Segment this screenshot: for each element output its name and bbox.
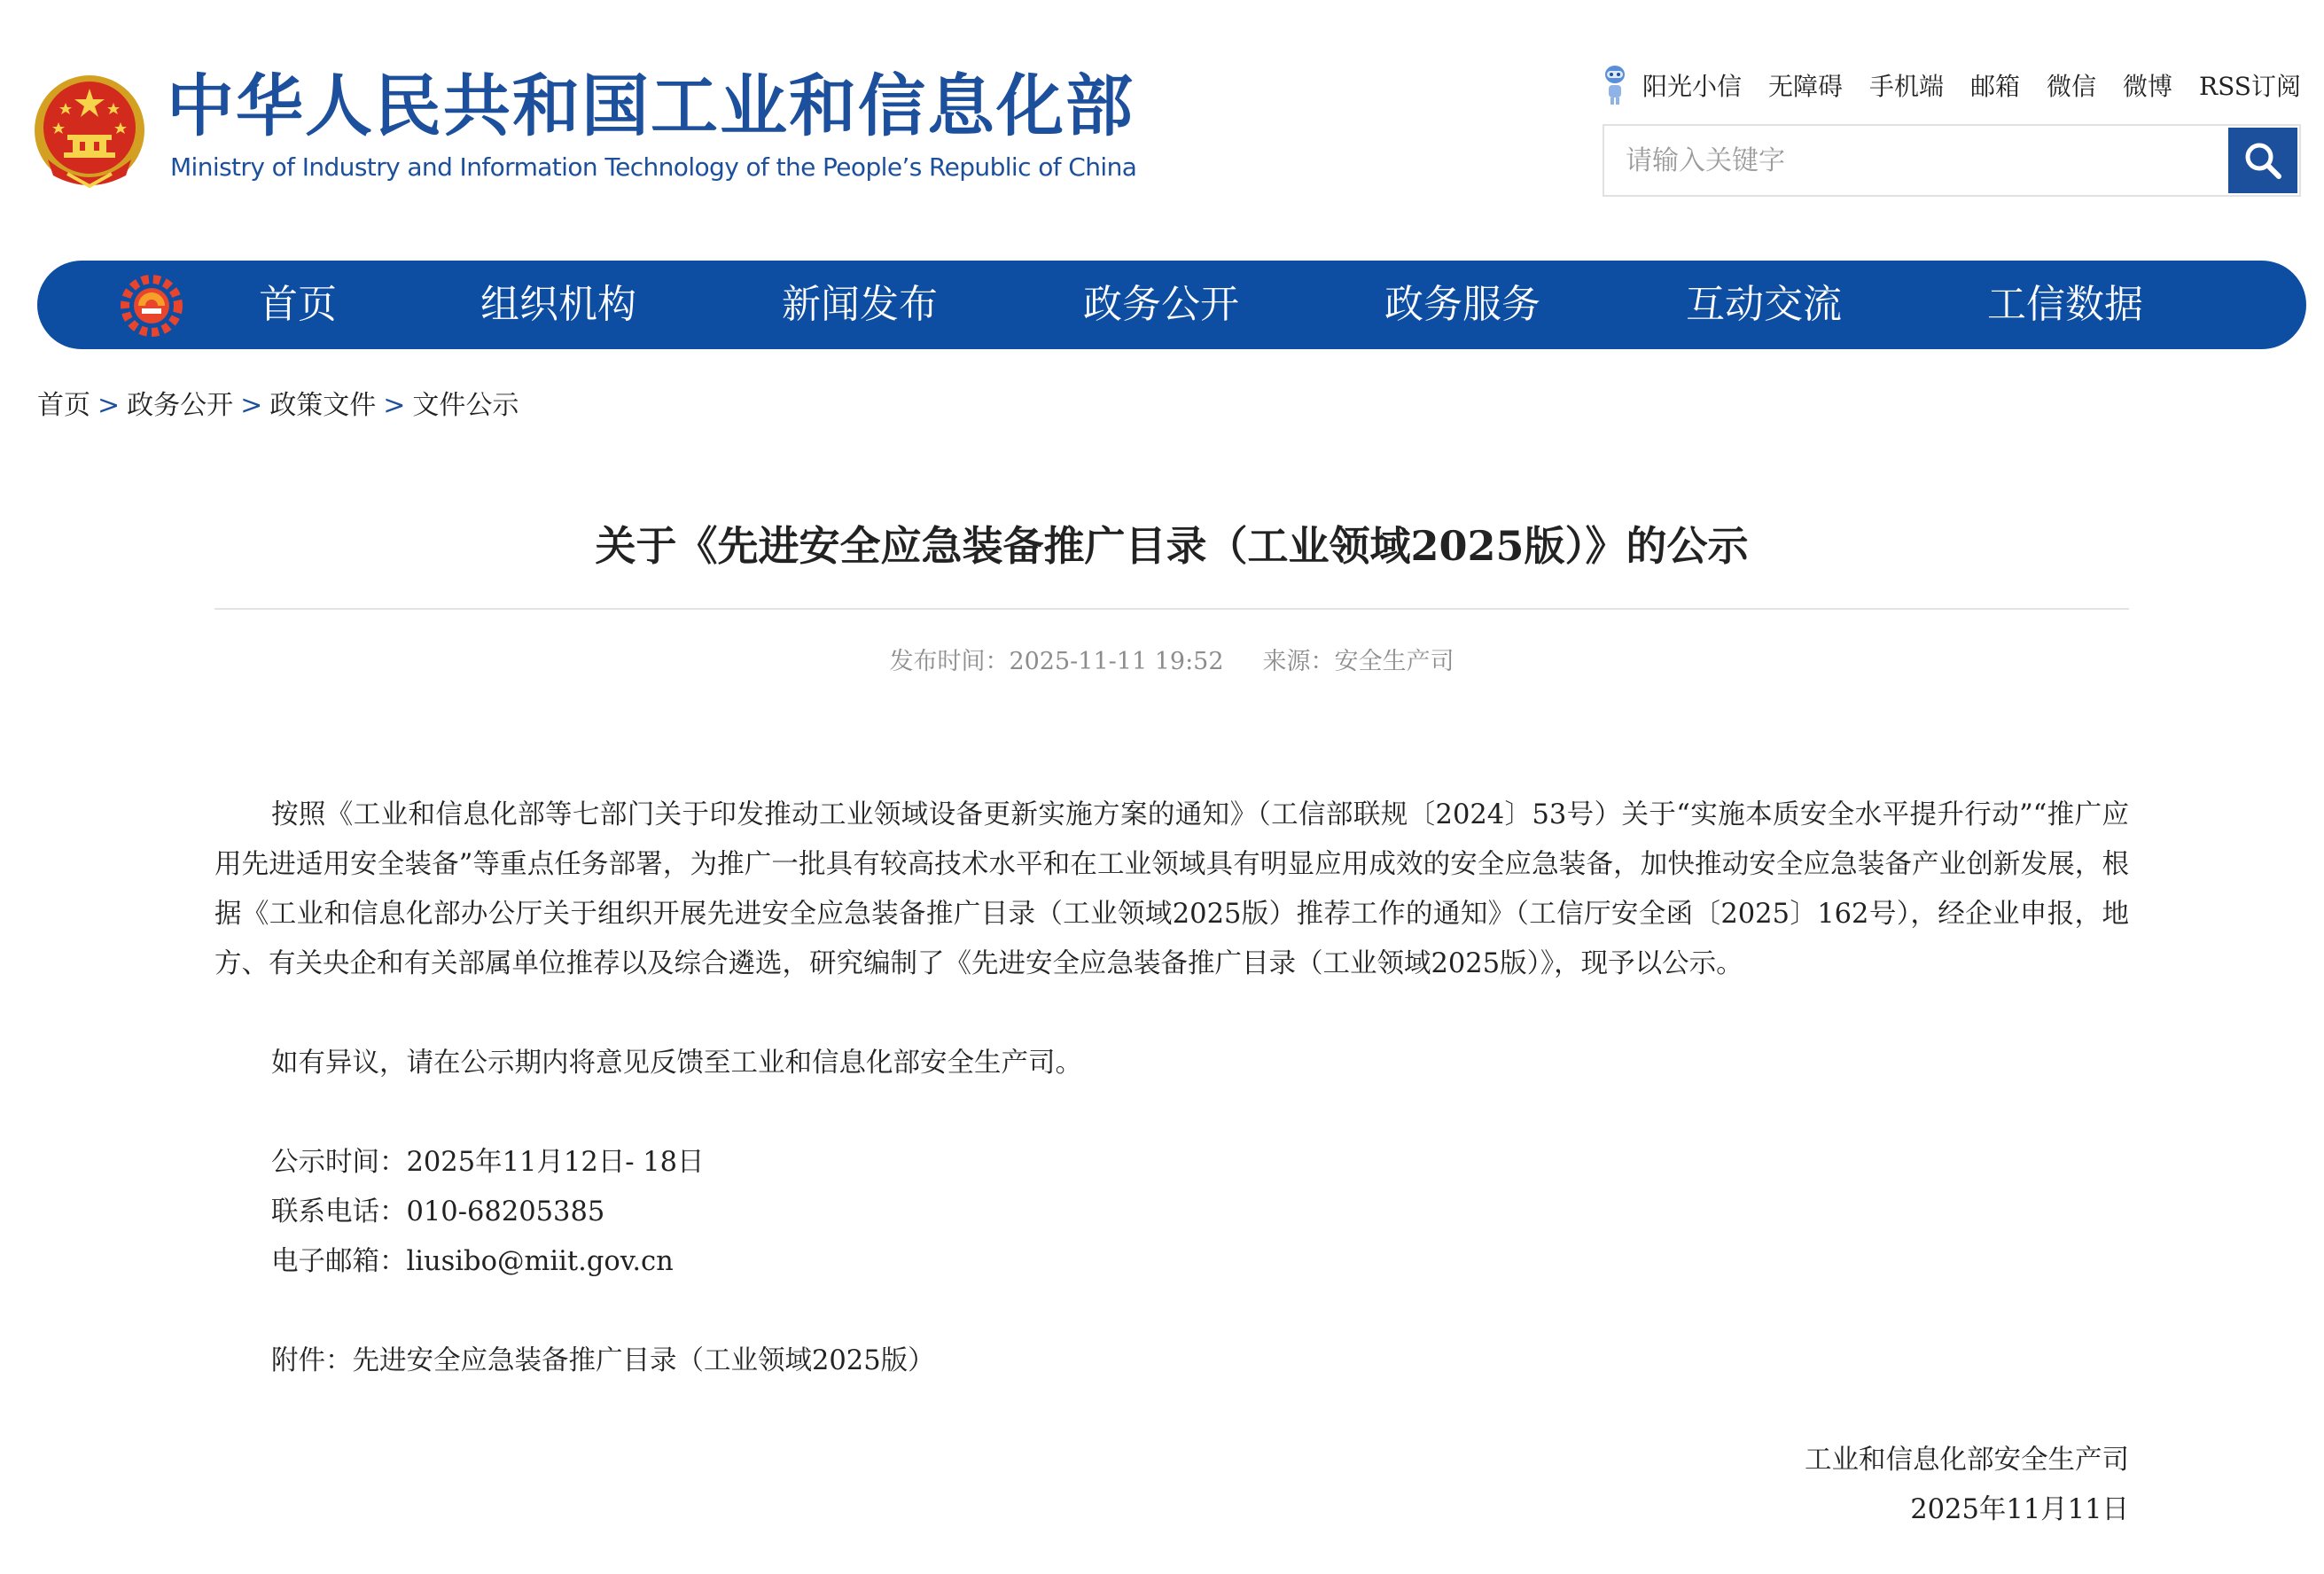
national-emblem-icon[interactable] [32,71,147,191]
nav-organization[interactable]: 组织机构 [480,282,636,327]
attachment-row [214,1336,2129,1386]
publish-time: 2025-11-11 19:52 [1009,648,1224,675]
site-title[interactable]: 中华人民共和国工业和信息化部 [167,66,1135,145]
top-link-rss[interactable]: RSS订阅 [2199,72,2301,101]
contact-email: 电子邮箱：liusibo@miit.gov.cn [271,1246,674,1277]
search-button[interactable] [2228,128,2297,193]
breadcrumb-gov-affairs[interactable]: 政务公开 [127,390,234,421]
main-nav [37,261,2306,349]
title-divider [214,608,2129,610]
site-subtitle-en[interactable]: Ministry of Industry and Information Technology of the People’s Republic of China [170,152,1137,182]
source-label: 来源： [1262,648,1335,675]
nav-data[interactable]: 工信数据 [1987,282,2143,327]
breadcrumb-file-notice[interactable]: 文件公示 [412,390,519,421]
signoff [1805,1436,2129,1535]
breadcrumb-policy-documents[interactable]: 政策文件 [269,390,377,421]
nav-gov-affairs[interactable]: 政务公开 [1083,282,1239,327]
top-link-sunshine-xiaoxin[interactable]: 阳光小信 [1642,72,1742,101]
top-link-accessibility[interactable]: 无障碍 [1767,72,1843,101]
breadcrumb-separator-icon: > [383,390,406,421]
top-link-mailbox[interactable]: 邮箱 [1969,72,2020,101]
source: 安全生产司 [1334,648,1454,675]
breadcrumb [37,383,519,422]
top-link-weibo[interactable]: 微博 [2123,72,2173,101]
search-input[interactable] [1604,126,2227,195]
nav-interaction[interactable]: 互动交流 [1686,282,1842,327]
article-body [214,791,2129,1386]
breadcrumb-separator-icon: > [97,390,121,421]
signoff-org: 工业和信息化部安全生产司 [1805,1445,2129,1476]
article-meta [214,642,2129,676]
attachment-label: 附件： [271,1345,353,1376]
body-paragraph: 按照《工业和信息化部等七部门关于印发推动工业领域设备更新实施方案的通知》（工信部联规〔2024〕53号）关于“实施本质安全水平提升行动”“推广应用先进适用安全装备”等重点任务部署，为推广一批具有较高技术水平和在工业领域具有明显应用成效的安全应急装备，加快推动安全应急装备产业创新发展，根据《工业和信息化部办公厅关于组织开展先进安全应急装备推广目录（工业领域2025版）推荐工作的通知》（工信厅安全函〔2025〕162号），经企业申报，地方、有关央企和有关部属单位推荐以及综合遴选，研究编制了《先进安全应急装备推广目录（工业领域2025版）》，现予以公示。 [214,799,2129,979]
nav-home[interactable]: 首页 [259,282,337,327]
search-box [1603,124,2301,197]
publish-time-label: 发布时间： [889,648,1010,675]
breadcrumb-separator-icon: > [240,390,263,421]
nav-news[interactable]: 新闻发布 [782,282,938,327]
nav-gov-services[interactable]: 政务服务 [1384,282,1540,327]
breadcrumb-home[interactable]: 首页 [37,390,90,421]
search-icon [2242,139,2284,182]
contact-phone: 联系电话：010-68205385 [271,1196,605,1227]
top-link-mobile[interactable]: 手机端 [1868,72,1944,101]
signoff-date: 2025年11月11日 [1910,1494,2129,1525]
top-link-wechat[interactable]: 微信 [2047,72,2097,101]
article-title: 关于《先进安全应急装备推广目录（工业领域2025版）》的公示 [595,522,1749,570]
top-links [1600,62,2301,108]
notice-period: 公示时间：2025年11月12日- 18日 [271,1147,705,1178]
robot-assistant-icon[interactable] [1600,62,1630,108]
body-paragraph: 如有异议，请在公示期内将意见反馈至工业和信息化部安全生产司。 [271,1048,1082,1079]
attachment-link[interactable]: 先进安全应急装备推广目录（工业领域2025版） [352,1345,935,1376]
